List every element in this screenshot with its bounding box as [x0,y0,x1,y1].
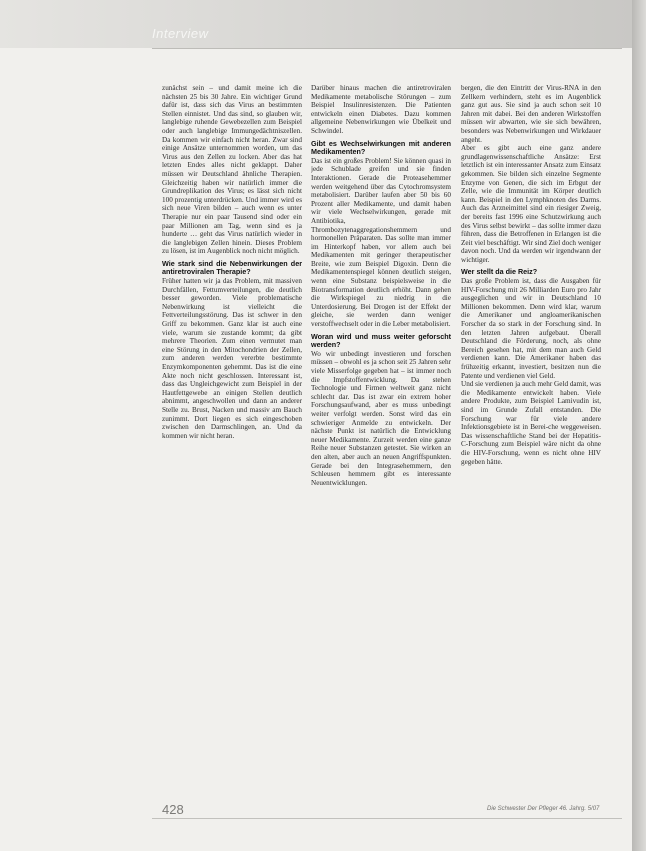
footer-source: Die Schwester Der Pfleger 46. Jahrg. 5/07 [487,806,600,812]
body-paragraph: Wo wir unbedingt investieren und forschen müssen – obwohl es ja schon seit 25 Jahren sehr viele Misserfolge gegeben hat – ist immer noch die Impfstoffentwicklung. Da stehen Technologie und Firmen weltweit ganz nicht schlecht dar. Das ist zwar ein extrem hoher Forschungsaufwand, aber es muss unbedingt weiter verfolgt werden. Sonst wird das ein schwieriger Anmelde zu entwickeln. Der nächste Punkt ist natürlich die Entwicklung neuer Medikamente. Zurzeit werden eine ganze Reihe neuer Substanzen getestet. Sie wirken an den alten, aber auch an neuen Angriffspunkten. Gerade bei den Integrasehemmern, den Schleusen hemmern gibt es interessante Neuentwicklungen. [311,349,451,487]
body-paragraph: zunächst sein – und damit meine ich die nächsten 25 bis 30 Jahre. Ein wichtiger Grund dafür ist, dass sich das Virus an bestimmten Stellen einnistet. Und das sind, so glauben wir, langlebige ruhende Gewebezellen zum Beispiel oder auch langlebige Immungedächtniszellen. Da kommen wir einfach nicht heran. Zwar sind einige Ansätze unternommen worden, um das Virus aus den Zellen zu locken. Aber das hat letzten Endes alles nicht geklappt. Daher müssen wir Deutschland ähnliche Therapien. Gleichzeitig haben wir natürlich immer die Grundreplikation des Virus; es lässt sich nicht 100 prozentig unterdrücken. Und immer wird es sich neue Viren bilden – auch wenn es unter Therapie nur ein paar Tausend sind oder ein paar Millionen am Tag, wenn sind es ja hunderte … geht das Virus natürlich wieder in die langlebigen Zellen hinein. Dieses Problem zu lösen, ist im Augenblick noch nicht möglich. [162,84,302,256]
footer-rule [152,818,622,819]
header-rule [152,48,622,49]
text-column-1 [162,84,302,816]
text-column-2 [311,84,451,816]
body-paragraph: Das ist ein großes Problem! Sie können quasi in jede Schublade greifen und sie finden Interaktionen. Gerade die Proteasehemmer werden weitgehend über das Cytochromsystem metabolisiert. Darüber laufen aber 50 bis 60 Prozent aller Medikamente, und damit haben wir viele Wechselwirkungen, gerade mit Antibiotika, Thrombozytenaggregationshemmern und hormonellen Präparaten. Das sollte man immer im Hinterkopf haben, vor allem auch bei Medikamenten mit geringer therapeutischer Breite, wie zum Beispiel Digoxin. Denn die Medikamentenspiegel können deutlich steigen, wenn eine Substanz beispielsweise in die Biotransformation deutlich erhöht. Dann gehen die Wirkspiegel zu niedrig in die Unterdosierung. Bei Drogen ist der Effekt der gleiche, sie werden dann weniger verstoffwechselt oder in die Leber metabolisiert. [311,156,451,329]
body-paragraph: Aber es gibt auch eine ganz andere grundlagenwissenschaftliche Ansätze: Erst letztlich ist ein interessanter Ansatz zum Einsatz gekommen. Sie bilden sich einzelne Segmente Enzyme von Genen, die sich im Erbgut der Zelle, wie die Immunität im Körper deutlich kann. Beispiel in den Lymphknoten des Darms. Auch das Arzneimittel sind ein riesiger Zweig, der bereits fast 1996 eine Schutzwirkung auch des Virus selbst bewirkt – das sollte immer dazu führen, dass die Betroffenen in Erlangen ist die Zeit viel beschäftigt. Wir sind Ziel doch weniger davon noch. Und da werden wir irgendwann der wichtiger. [461,144,601,264]
body-paragraph: Und sie verdienen ja auch mehr Geld damit, was die Medikamente entwickelt haben. Viele andere Produkte, zum Beispiel Lamivudin ist, sind im Grunde Zufall entstanden. Die Forschung war für viele andere Infektionsgebiete ist in Berei-che weggeweisen. Das wissenschaftliche Stand bei der Hepatitis-C-Forschung zum Beispiel wäre nicht da ohne die HIV-Forschung, wenn es nicht ohne HIV gegeben hätte. [461,380,601,466]
body-paragraph: Darüber hinaus machen die antiretroviralen Medikamente metabolische Störungen – zum Beispiel Insulinresistenzen. Die Patienten entwickeln einen Diabetes. Dazu kommen allgemeine Nebenwirkungen wie Übelkeit und Schwindel. [311,84,451,135]
section-heading: Gibt es Wechselwirkungen mit anderen Medikamenten? [311,138,451,157]
adjacent-page-edge [632,0,646,851]
section-label: Interview [152,26,209,41]
section-heading: Wer stellt da die Reiz? [461,267,538,277]
text-column-3 [461,84,601,816]
header-bar [0,0,632,48]
body-paragraph: bergen, die den Eintritt der Virus-RNA in den Zellkern verhindern, steht es im Augenblick ganz gut aus. Sie sind ja auch schon seit 10 Jahren mit dabei. Bei den anderen Wirkstoffen müssen wir abwarten, wie sie sich bewähren, besonders was Nebenwirkungen und Wirkdauer angeht. [461,84,601,144]
section-heading: Wie stark sind die Nebenwirkungen der antiretroviralen Therapie? [162,258,302,277]
section-heading: Woran wird und muss weiter geforscht werden? [311,331,451,350]
page-number: 428 [162,802,184,817]
body-paragraph: Das große Problem ist, dass die Ausgaben für HIV-Forschung mit 26 Milliarden Euro pro Jahr ausgeglichen und wir in Deutschland 10 Millionen bekommen. Denn wird klar, warum die Amerikaner und angloamerikanischen Forscher da so stark in der Forschung sind. In den letzten Jahren aufgebaut. Überall Deutschland die Förderung, noch, als ohne Bereich gesehen hat, mit dem man auch Geld verdienen kann. Die Amerikaner haben das frühzeitig erkannt, investiert, besitzen nun die Patente und verdienen viel Geld. [461,277,601,380]
body-paragraph: Früher hatten wir ja das Problem, mit massiven Durchfällen, Fettumverteilungen, die deutlich besser geworden. Viele problematische Nebenwirkung ist vielleicht die Fettverteilungsstörung. Das ist schwer in den Griff zu bekommen. Ganz klar ist auch eine viele, warum sie zustande kommt; da gibt mehrere Theorien. Zum einen vermutet man eine Störung in den Mitochondrien der Zellen, zum anderen werden vererbte bestimmte Enzymkomponenten gehemmt. Das ist die eine Akte noch nicht geschlossen. Interessant ist, dass das Ungleichgewicht zum Beispiel in der Hautfettgewebe an einigen Stellen deutlich abnimmt, angeschwollen und dann an anderer Stelle zu. Brust, Nacken und massiv am Bauch zunimmt. Dort liegen es sich eingeschoben zwischen den Darmschlingen, an. Und da kommen wir nicht heran. [162,277,302,440]
